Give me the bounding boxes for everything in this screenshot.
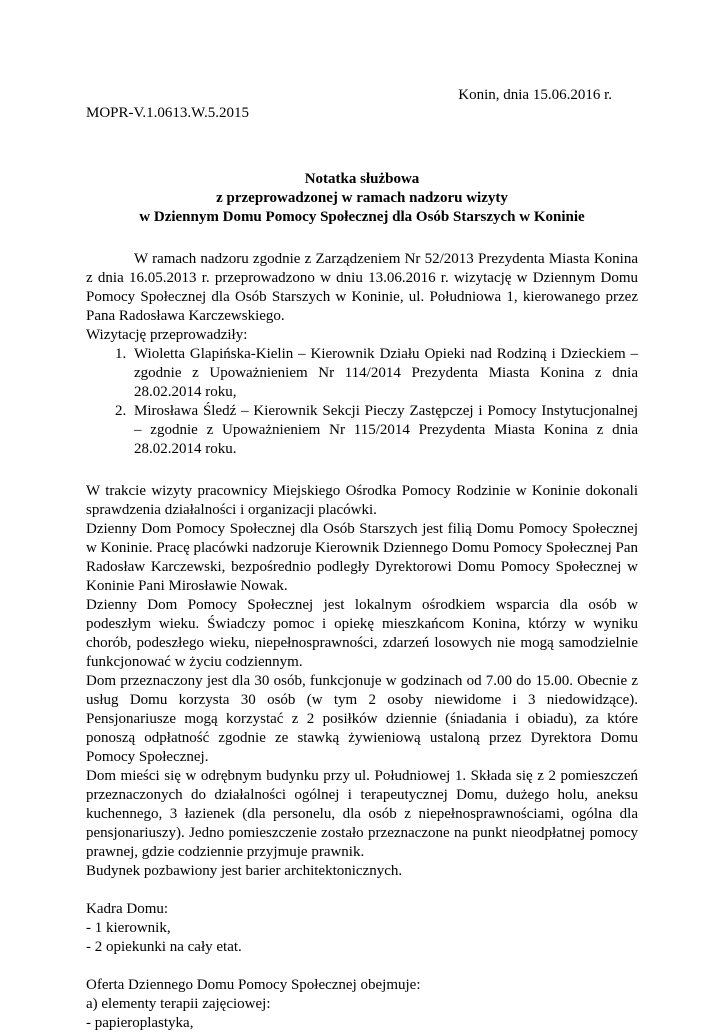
inspectors-heading: Wizytację przeprowadziły: bbox=[86, 327, 248, 343]
title-line-2: z przeprowadzonej w ramach nadzoru wizyty bbox=[216, 190, 508, 206]
inspector-item: 1. Wioletta Glapińska-Kielin – Kierownik Działu Opieki nad Rodziną i Dzieckiem – zgodnie z Upoważnieniem Nr 114/2014 Prezydenta Miasta Konina z dnia 28.02.2014 roku, bbox=[130, 345, 638, 402]
staff-item: - 1 kierownik, bbox=[86, 920, 171, 936]
title-line-1: Notatka służbowa bbox=[304, 171, 420, 187]
offer-heading: Oferta Dziennego Domu Pomocy Społecznej obejmuje: bbox=[86, 977, 421, 993]
intro-paragraph: W ramach nadzoru zgodnie z Zarządzeniem Nr 52/2013 Prezydenta Miasta Konina z dnia 16.05.2013 r. przeprowadzono w dniu 13.06.2016 r. wizytację w Dziennym Domu Pomocy Społecznej dla Osób Starszych w Koninie, ul. Południowa 1, kierowanego przez Pana Radosława Karczewskiego. bbox=[86, 251, 638, 324]
spacer bbox=[86, 881, 638, 900]
inspector-item: 2. Mirosława Śledź – Kierownik Sekcji Pieczy Zastępczej i Pomocy Instytucjonalnej – zgodnie z Upoważnieniem Nr 115/2014 Prezydenta Miasta Konina z dnia 28.02.2014 roku. bbox=[130, 402, 638, 459]
branch-paragraph: Dzienny Dom Pomocy Społecznej dla Osób Starszych jest filią Domu Pomocy Społecznej w Koninie. Pracę placówki nadzoruje Kierownik Dziennego Domu Pomocy Społecznej Pan Radosław Karczewski, bezpośrednio podległy Dyrektorowi Domu Pomocy Społecznej w Koninie Pani Mirosławie Nowak. bbox=[86, 521, 638, 594]
barriers-line: Budynek pozbawiony jest barier architektonicznych. bbox=[86, 863, 403, 879]
staff-item: - 2 opiekunki na cały etat. bbox=[86, 939, 242, 955]
visit-paragraph: W trakcie wizyty pracownicy Miejskiego Ośrodka Pomocy Rodzinie w Koninie dokonali sprawdzenia działalności i organizacji placówki. bbox=[86, 483, 638, 518]
inspectors-list bbox=[86, 345, 638, 459]
building-paragraph: Dom mieści się w odrębnym budynku przy ul. Południowej 1. Składa się z 2 pomieszczeń przeznaczonych do działalności ogólnej i terapeutycznej Domu, dużego holu, aneksu kuchennego, 3 łazienek (dla personelu, dla osób z niepełnosprawnościami, ogólna dla pensjonariuszy). Jedno pomieszczenie zostało przeznaczone na punkt nieodpłatnej pomocy prawnej, gdzie codziennie przyjmuje prawnik. bbox=[86, 768, 638, 860]
support-paragraph: Dzienny Dom Pomocy Społecznej jest lokalnym ośrodkiem wsparcia dla osób w podeszłym wieku. Świadczy pomoc i opiekę mieszkańcom Konina, którzy w wyniku chorób, podeszłego wieku, niepełnosprawności, zdarzeń losowych nie mogą samodzielnie funkcjonować w życiu codziennym. bbox=[86, 597, 638, 670]
spacer bbox=[86, 459, 638, 478]
place-date: Konin, dnia 15.06.2016 r. bbox=[458, 87, 612, 103]
reference-number: MOPR-V.1.0613.W.5.2015 bbox=[86, 105, 249, 121]
staff-heading: Kadra Domu: bbox=[86, 901, 169, 917]
title-line-3: w Dziennym Domu Pomocy Społecznej dla Osób Starszych w Koninie bbox=[139, 209, 585, 225]
offer-subheading: a) elementy terapii zajęciowej: bbox=[86, 996, 271, 1012]
offer-item: - papieroplastyka, bbox=[86, 1015, 194, 1031]
capacity-paragraph: Dom przeznaczony jest dla 30 osób, funkcjonuje w godzinach od 7.00 do 15.00. Obecnie z usług Domu korzysta 30 osób (w tym 2 osoby niewidome i 3 niedowidzące). Pensjonariusze mogą korzystać z 2 posiłków dziennie (śniadania i obiadu), za które ponoszą odpłatność zgodnie ze stawką żywieniową ustaloną przez Dyrektora Domu Pomocy Społecznej. bbox=[86, 673, 638, 765]
spacer bbox=[86, 957, 638, 976]
document-title bbox=[86, 170, 638, 227]
document-body bbox=[86, 250, 638, 1033]
